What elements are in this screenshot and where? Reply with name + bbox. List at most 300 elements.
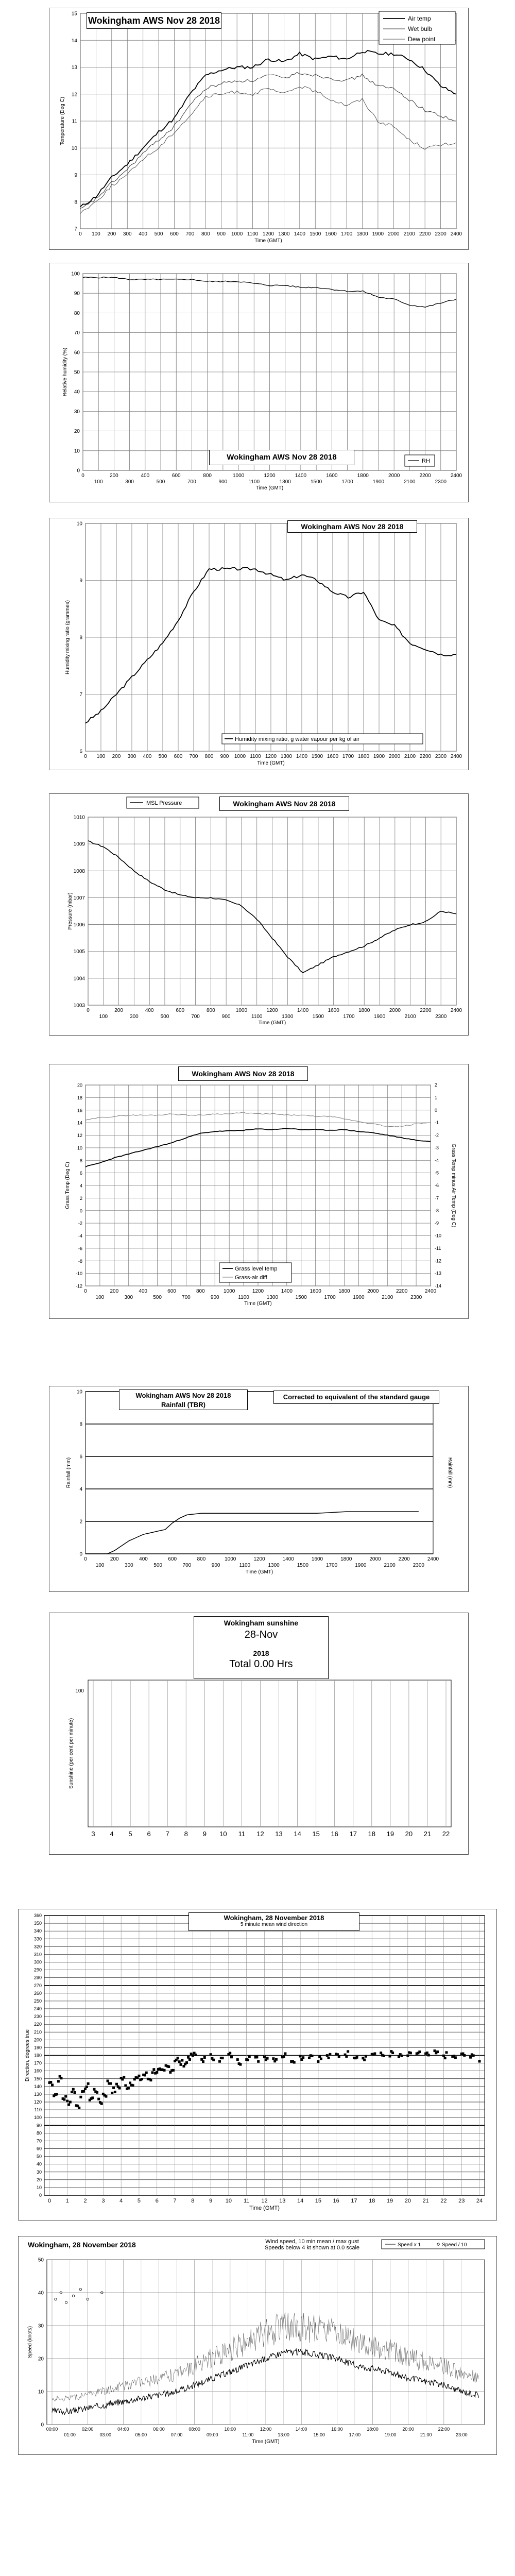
x-tick-label: 400 xyxy=(139,231,148,237)
direction-point xyxy=(212,2059,215,2061)
y-tick-label: 110 xyxy=(34,2107,42,2113)
x-tick-label: 1000 xyxy=(235,1008,248,1013)
rainfall-subtitle: Rainfall (TBR) xyxy=(161,1401,205,1409)
x-tick-label: 1400 xyxy=(296,754,308,759)
x-tick-label: 2100 xyxy=(404,754,416,759)
temperature-chart-panel xyxy=(49,8,469,250)
x-tick-label: 12 xyxy=(261,2198,268,2204)
legend xyxy=(219,1263,291,1282)
y-tick-label: 260 xyxy=(33,1990,42,1996)
legend-label: Wet bulb xyxy=(408,25,433,32)
y-tick-label: 130 xyxy=(33,2091,42,2097)
x-tick-label: 1200 xyxy=(265,754,277,759)
direction-point xyxy=(218,2060,221,2063)
direction-point xyxy=(239,2063,242,2066)
x-tick-label: 800 xyxy=(203,473,212,479)
direction-point xyxy=(230,2056,233,2058)
direction-point xyxy=(107,2079,109,2082)
x-tick-label: 0 xyxy=(81,473,84,479)
x-tick-label-bottom: 1700 xyxy=(324,1295,336,1300)
x-tick-label: 1800 xyxy=(340,1556,352,1562)
x-tick-label: 1200 xyxy=(264,473,276,479)
y-right-tick-label: -1 xyxy=(435,1120,439,1126)
y-tick-label: 16 xyxy=(77,1108,82,1113)
y-tick-label: -10 xyxy=(75,1271,82,1277)
x-tick-label: 1200 xyxy=(252,1289,264,1294)
x-tick-label: 600 xyxy=(168,1556,177,1562)
x-tick-label: 2000 xyxy=(389,1008,401,1013)
x-tick-label: 1200 xyxy=(262,231,274,237)
x-tick-label: 02:00 xyxy=(81,2427,94,2432)
x-tick-label: 13 xyxy=(275,1830,283,1838)
y-tick-label: 10 xyxy=(38,2389,44,2395)
x-tick-label: 400 xyxy=(145,1008,154,1013)
x-tick-label-bottom: 700 xyxy=(187,479,196,485)
y-right-tick-label: -11 xyxy=(435,1245,441,1251)
direction-point xyxy=(145,2072,148,2074)
y-right-tick-label: -7 xyxy=(435,1195,439,1201)
y-tick-label: 60 xyxy=(74,350,80,356)
x-tick-label: 24 xyxy=(476,2198,483,2204)
x-tick-label: 21 xyxy=(422,2198,429,2204)
wind-direction-chart-panel xyxy=(18,1909,497,2221)
x-tick-label: 1800 xyxy=(357,473,369,479)
y-tick-label: 10 xyxy=(76,521,82,527)
y-tick-label: 11 xyxy=(72,118,77,125)
direction-point xyxy=(266,2057,269,2060)
y-axis-label: Speed (knots) xyxy=(27,2326,33,2359)
legend-label: Humidity mixing ratio, g water vapour per kg of air xyxy=(235,736,360,742)
x-tick-label: 2200 xyxy=(419,231,431,237)
legend-label: RH xyxy=(422,458,430,464)
direction-point xyxy=(247,2059,249,2061)
direction-point xyxy=(398,2056,400,2058)
y-tick-label: 8 xyxy=(74,199,77,206)
y-tick-label: 190 xyxy=(33,2045,42,2050)
y-tick-label: 8 xyxy=(79,1421,82,1428)
y-tick-label: 0 xyxy=(41,2422,44,2428)
y-tick-label: 340 xyxy=(33,1928,42,1934)
y-tick-label: 1007 xyxy=(73,895,85,901)
x-tick-label-bottom: 2100 xyxy=(404,479,416,485)
x-tick-label: 1400 xyxy=(294,231,305,237)
x-tick-label-bottom: 05:00 xyxy=(135,2432,147,2437)
y-tick-label: 0 xyxy=(77,468,80,474)
pressure-chart-panel xyxy=(49,793,469,1036)
legend xyxy=(405,455,435,466)
x-tick-label: 900 xyxy=(217,231,226,237)
direction-point xyxy=(336,2053,339,2056)
y-right-tick-label: 0 xyxy=(435,1107,438,1113)
x-tick-label: 11 xyxy=(238,1830,246,1838)
x-tick-label-bottom: 100 xyxy=(94,479,103,485)
x-tick-label: 1800 xyxy=(358,1008,370,1013)
grass-temp-chart xyxy=(49,1064,469,1319)
y-tick-label: 270 xyxy=(33,1982,42,1988)
x-tick-label: 2200 xyxy=(396,1289,408,1294)
direction-point xyxy=(257,2060,260,2063)
direction-point xyxy=(181,2059,183,2062)
y-tick-label: 180 xyxy=(33,2053,42,2058)
x-tick-label-bottom: 2300 xyxy=(413,1563,424,1568)
x-tick-label-bottom: 1300 xyxy=(279,479,291,485)
mixing-ratio-chart xyxy=(49,518,469,771)
x-tick-label: 6 xyxy=(155,2198,159,2204)
x-tick-label: 2000 xyxy=(369,1556,381,1562)
direction-point xyxy=(442,2055,445,2057)
x-tick-label: 2300 xyxy=(435,231,447,237)
y-axis-label: Direction, degrees true xyxy=(25,2029,30,2082)
direction-point xyxy=(365,2055,367,2058)
y-tick-label: 10 xyxy=(77,1145,82,1151)
y-tick-label: 30 xyxy=(36,2169,42,2175)
x-tick-label: 0 xyxy=(47,2198,52,2204)
legend-label: Speed / 10 xyxy=(442,2242,467,2248)
x-tick-label-bottom: 13:00 xyxy=(278,2432,289,2437)
x-tick-label: 2400 xyxy=(450,473,462,479)
x-tick-label: 400 xyxy=(141,473,150,479)
direction-point xyxy=(383,2055,385,2057)
x-tick-label-bottom: 500 xyxy=(160,1014,169,1020)
x-tick-label: 2400 xyxy=(427,1556,439,1562)
x-tick-label: 2400 xyxy=(424,1289,437,1294)
x-tick-label: 2 xyxy=(83,2198,87,2204)
x-tick-label-bottom: 700 xyxy=(182,1295,191,1300)
direction-point xyxy=(156,2071,158,2074)
rainfall-chart xyxy=(49,1386,469,1592)
y-axis-label: Rainfall (mm) xyxy=(66,1457,72,1488)
x-tick-label: 16:00 xyxy=(331,2427,343,2432)
x-tick-label: 9 xyxy=(202,1830,207,1838)
y-tick-label: 6 xyxy=(79,1454,82,1460)
y-right-tick-label: -8 xyxy=(435,1208,439,1213)
x-tick-label: 20:00 xyxy=(402,2427,414,2432)
temperature-chart xyxy=(49,8,469,250)
x-tick-label: 200 xyxy=(110,1289,119,1294)
y-tick-label: 170 xyxy=(33,2060,42,2066)
direction-point xyxy=(329,2053,331,2056)
x-tick-label-bottom: 300 xyxy=(130,1014,139,1020)
direction-point xyxy=(409,2052,412,2054)
x-tick-label: 1400 xyxy=(297,1008,309,1013)
direction-point xyxy=(202,2060,204,2063)
x-tick-label-bottom: 1300 xyxy=(266,1295,279,1300)
y-tick-label: 100 xyxy=(33,2115,42,2121)
x-tick-label: 1400 xyxy=(282,1556,294,1562)
x-tick-label-bottom: 100 xyxy=(95,1295,105,1300)
direction-point xyxy=(180,2063,182,2066)
x-tick-label: 300 xyxy=(127,754,136,759)
legend-label: Dew point xyxy=(408,36,436,43)
y-tick-label: 360 xyxy=(33,1913,42,1918)
y-axis-label: Temperature (Deg C) xyxy=(60,97,65,145)
x-tick-label: 00:00 xyxy=(46,2427,58,2432)
legend xyxy=(382,2240,485,2249)
y-tick-label: 14 xyxy=(77,1120,82,1126)
direction-point xyxy=(115,2083,118,2086)
y-right-tick-label: -6 xyxy=(435,1183,439,1188)
x-tick-label: 17 xyxy=(349,1830,357,1838)
x-tick-label: 1700 xyxy=(342,754,354,759)
sunshine-date: 28-Nov xyxy=(244,1629,278,1640)
x-tick-label-bottom: 03:00 xyxy=(99,2432,112,2437)
direction-point xyxy=(275,2058,278,2061)
legend-label: Air temp xyxy=(408,15,431,22)
x-tick-label-bottom: 19:00 xyxy=(384,2432,397,2437)
y-tick-label: 30 xyxy=(74,409,80,415)
direction-point xyxy=(141,2078,143,2080)
direction-point xyxy=(93,2088,95,2091)
x-tick-label-bottom: 2300 xyxy=(435,479,447,485)
x-tick-label: 1500 xyxy=(311,754,323,759)
direction-point xyxy=(363,2059,366,2061)
x-tick-label: 14:00 xyxy=(295,2427,307,2432)
x-tick-label: 20 xyxy=(404,2198,411,2204)
x-tick-label: 800 xyxy=(197,1556,206,1562)
grass-temp-chart-panel xyxy=(49,1064,469,1319)
x-tick-label-bottom: 2100 xyxy=(384,1563,396,1568)
x-tick-label: 1100 xyxy=(250,754,261,759)
y-tick-label: 80 xyxy=(36,2130,42,2136)
direction-point xyxy=(124,2084,127,2087)
direction-point xyxy=(114,2091,116,2093)
y-tick-label: 200 xyxy=(33,2037,42,2043)
y-tick-label: 20 xyxy=(38,2356,44,2362)
x-tick-label: 10:00 xyxy=(224,2427,236,2432)
y-tick-label: 1006 xyxy=(73,922,85,928)
y-right-tick-label: -10 xyxy=(435,1233,442,1239)
x-tick-label: 2000 xyxy=(388,473,400,479)
x-tick-label: 1500 xyxy=(310,231,321,237)
y-tick-label: 230 xyxy=(33,2014,42,2020)
direction-point xyxy=(152,2068,155,2071)
direction-point xyxy=(74,2091,76,2094)
x-tick-label: 1200 xyxy=(266,1008,278,1013)
direction-point xyxy=(255,2056,258,2058)
x-tick-label: 1400 xyxy=(281,1289,293,1294)
direction-point xyxy=(192,2055,194,2057)
x-tick-label: 14 xyxy=(297,2198,304,2204)
direction-point xyxy=(51,2083,54,2086)
direction-point xyxy=(127,2087,130,2090)
x-tick-label: 500 xyxy=(154,231,163,237)
x-tick-label: 2000 xyxy=(388,231,400,237)
direction-point xyxy=(263,2056,266,2058)
x-tick-label: 600 xyxy=(176,1008,185,1013)
direction-point xyxy=(326,2054,329,2057)
direction-point xyxy=(236,2058,239,2061)
sunshine-header xyxy=(194,1616,329,1679)
direction-point xyxy=(56,2093,58,2095)
y-tick-label: -8 xyxy=(78,1258,82,1264)
y-tick-label: 30 xyxy=(38,2323,44,2329)
direction-point xyxy=(63,2098,65,2101)
direction-point xyxy=(78,2107,80,2109)
direction-point xyxy=(82,2090,85,2093)
direction-point xyxy=(320,2058,322,2060)
direction-point xyxy=(311,2055,314,2057)
x-tick-label: 17 xyxy=(351,2198,357,2204)
x-tick-label: 1200 xyxy=(253,1556,265,1562)
direction-point xyxy=(418,2050,421,2053)
direction-point xyxy=(293,2061,296,2064)
direction-point xyxy=(144,2074,146,2076)
x-axis-label: Time (GMT) xyxy=(245,1569,273,1575)
y-tick-label: 8 xyxy=(79,1158,82,1163)
x-tick-label: 12 xyxy=(256,1830,264,1838)
rainfall-chart-panel xyxy=(49,1386,469,1592)
y-tick-label: -12 xyxy=(75,1283,82,1289)
direction-point xyxy=(100,2103,103,2105)
direction-point xyxy=(185,2061,188,2064)
grass-temp-title: Wokingham AWS Nov 28 2018 xyxy=(178,1066,308,1081)
x-tick-label: 06:00 xyxy=(153,2427,165,2432)
wind-direction-subtitle: 5 minute mean wind direction xyxy=(240,1922,308,1927)
x-tick-label-bottom: 1700 xyxy=(326,1563,338,1568)
direction-point xyxy=(328,2057,330,2059)
x-tick-label: 5 xyxy=(128,1830,132,1838)
y-tick-label: 50 xyxy=(74,369,80,376)
x-tick-label: 800 xyxy=(204,754,214,759)
x-tick-label-bottom: 1100 xyxy=(251,1014,263,1020)
y-tick-label: 250 xyxy=(33,1998,42,2004)
y-tick-label: 0 xyxy=(39,2193,42,2198)
y-tick-label: 1010 xyxy=(73,815,85,821)
x-tick-label: 1100 xyxy=(247,231,259,237)
direction-point xyxy=(182,2065,185,2067)
direction-point xyxy=(129,2081,131,2084)
direction-point xyxy=(87,2082,90,2085)
x-tick-label: 1900 xyxy=(373,754,385,759)
x-tick-label-bottom: 900 xyxy=(218,479,228,485)
x-tick-label: 2200 xyxy=(398,1556,410,1562)
direction-point xyxy=(478,2060,481,2062)
direction-point xyxy=(188,2058,191,2061)
x-tick-label: 0 xyxy=(84,1556,87,1562)
y-tick-label: 6 xyxy=(79,749,82,755)
x-tick-label: 2000 xyxy=(388,754,401,759)
y-axis-label: Pressure (mbar) xyxy=(67,892,73,930)
direction-point xyxy=(463,2054,466,2057)
y-tick-label: 1004 xyxy=(73,976,85,982)
x-tick-label-bottom: 1500 xyxy=(312,1014,324,1020)
x-tick-label: 2200 xyxy=(419,473,431,479)
x-tick-label: 200 xyxy=(110,473,118,479)
y-right-tick-label: 1 xyxy=(435,1095,438,1100)
direction-point xyxy=(210,2053,212,2056)
y-tick-label: 2 xyxy=(79,1195,82,1201)
x-tick-label-bottom: 1700 xyxy=(343,1014,355,1020)
direction-point xyxy=(66,2100,68,2103)
direction-point xyxy=(380,2052,382,2054)
x-tick-label: 0 xyxy=(84,754,87,759)
y-tick-label: 220 xyxy=(33,2022,42,2027)
direction-point xyxy=(60,2077,62,2079)
x-tick-label: 1 xyxy=(65,2198,69,2204)
x-tick-label: 800 xyxy=(206,1008,215,1013)
legend-box xyxy=(382,2240,485,2249)
x-axis-label: Time (GMT) xyxy=(258,1020,286,1026)
direction-point xyxy=(299,2055,302,2058)
x-tick-label-bottom: 1900 xyxy=(373,1014,386,1020)
direction-point xyxy=(91,2096,94,2099)
x-tick-label: 600 xyxy=(167,1289,176,1294)
x-tick-label: 7 xyxy=(165,1830,169,1838)
y-tick-label: 20 xyxy=(36,2177,42,2182)
x-tick-label: 800 xyxy=(201,231,210,237)
y-tick-label: 240 xyxy=(33,2006,42,2011)
x-tick-label: 04:00 xyxy=(117,2427,129,2432)
wind-speed-chart xyxy=(19,2236,497,2455)
x-tick-label: 1300 xyxy=(278,231,290,237)
direction-point xyxy=(69,2101,72,2104)
direction-point xyxy=(427,2054,430,2056)
wind-direction-chart xyxy=(19,1909,497,2221)
x-tick-label: 600 xyxy=(170,231,179,237)
direction-point xyxy=(57,2080,60,2082)
x-tick-label: 400 xyxy=(139,1556,148,1562)
y-tick-label: 20 xyxy=(77,1082,82,1088)
y-tick-label: 7 xyxy=(79,692,82,698)
x-tick-label-bottom: 700 xyxy=(191,1014,200,1020)
x-tick-label: 0 xyxy=(84,1289,87,1294)
direction-point xyxy=(172,2069,175,2072)
y-right-tick-label: -4 xyxy=(435,1158,439,1163)
x-tick-label-bottom: 700 xyxy=(182,1563,192,1568)
x-tick-label: 3 xyxy=(101,2198,105,2204)
plot-area xyxy=(88,1680,451,1827)
y-tick-label: 4 xyxy=(79,1486,82,1493)
x-tick-label-bottom: 07:00 xyxy=(170,2432,183,2437)
direction-point xyxy=(272,2057,274,2060)
x-tick-label: 15 xyxy=(315,2198,321,2204)
x-axis-label: Time (GMT) xyxy=(255,485,284,491)
y-tick-label: 40 xyxy=(38,2290,44,2296)
x-tick-label-bottom: 2300 xyxy=(410,1295,422,1300)
y-tick-label: 100 xyxy=(75,1688,84,1694)
direction-point xyxy=(79,2096,82,2098)
x-tick-label: 1000 xyxy=(224,1289,235,1294)
y-tick-label: 12 xyxy=(77,1133,82,1138)
sunshine-chart-panel xyxy=(49,1613,469,1855)
y-tick-label: 1009 xyxy=(73,841,85,848)
direction-point xyxy=(302,2056,304,2059)
rainfall-title-box xyxy=(119,1389,248,1410)
wind-speed-title: Wokingham, 28 November 2018 xyxy=(28,2241,136,2249)
y-right-tick-label: 2 xyxy=(435,1082,438,1088)
rainfall-title: Wokingham AWS Nov 28 2018 xyxy=(135,1392,231,1399)
x-tick-label: 2000 xyxy=(367,1289,379,1294)
y-tick-label: 1008 xyxy=(73,868,85,874)
direction-point xyxy=(345,2055,348,2058)
x-tick-label: 23 xyxy=(458,2198,465,2204)
x-tick-label: 900 xyxy=(220,754,229,759)
x-tick-label-bottom: 1500 xyxy=(297,1563,308,1568)
x-tick-label-bottom: 1500 xyxy=(311,479,322,485)
y-tick-label: 0 xyxy=(79,1551,82,1557)
x-tick-label: 1800 xyxy=(338,1289,350,1294)
direction-point xyxy=(138,2075,140,2077)
x-tick-label-bottom: 15:00 xyxy=(313,2432,325,2437)
direction-point xyxy=(194,2054,197,2056)
x-tick-label: 1800 xyxy=(357,754,370,759)
y-tick-label: -4 xyxy=(78,1233,82,1239)
x-tick-label: 1700 xyxy=(340,231,353,237)
x-tick-label-bottom: 01:00 xyxy=(64,2432,76,2437)
x-tick-label: 1600 xyxy=(310,1289,321,1294)
direction-point xyxy=(109,2082,112,2085)
direction-point xyxy=(283,2055,285,2058)
